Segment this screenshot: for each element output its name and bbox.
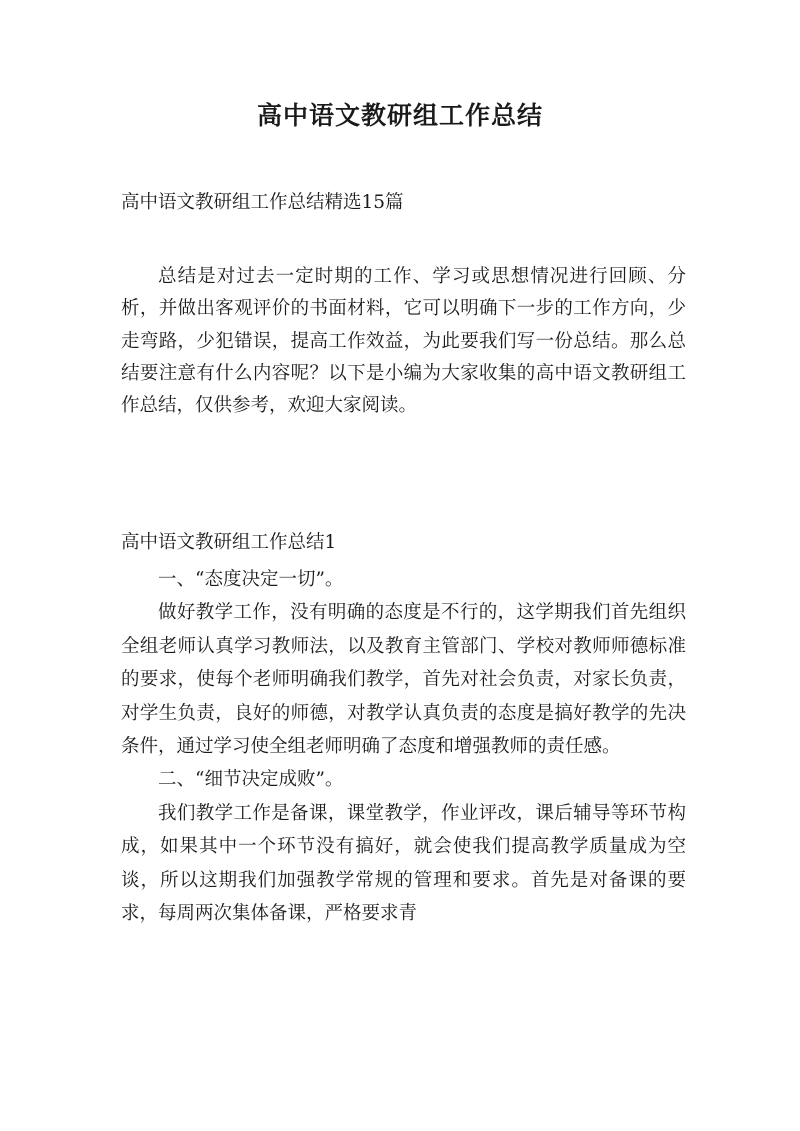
body-paragraph-attitude: 做好教学工作，没有明确的态度是不行的，这学期我们首先组织全组老师认真学习教师法，以及教育主管部门、学校对教师师德标准的要求，使每个老师明确我们教学，首先对社会负责，对家长负责，对学生负责，良好的师德，对教学认真负责的态度是搞好教学的先决条件，通过学习使全组老师明确了态度和增强教师的责任感。 [121,602,686,758]
heading-attitude: 一、“态度决定一切”。 [158,569,344,590]
body-paragraph-details: 我们教学工作是备课，课堂教学，作业评改，课后辅导等环节构成，如果其中一个环节没有搞好，就会使我们提高教学质量成为空谈，所以这期我们加强教学常规的管理和要求。首先是对备课的要求，每周两次集体备课，严格要求青 [121,802,686,925]
heading-details: 二、“细节决定成败”。 [158,769,344,791]
section-body [121,563,686,930]
intro-paragraph: 总结是对过去一定时期的工作、学习或思想情况进行回顾、分析，并做出客观评价的书面材料，它可以明确下一步的工作方向，少走弯路，少犯错误，提高工作效益，为此要我们写一份总结。那么总结要注意有什么内容呢？以下是小编为大家收集的高中语文教研组工作总结，仅供参考，欢迎大家阅读。 [121,266,686,417]
section-title: 高中语文教研组工作总结1 [121,532,337,553]
document-subtitle: 高中语文教研组工作总结精选15篇 [121,192,404,213]
document-title: 高中语文教研组工作总结 [256,101,543,130]
